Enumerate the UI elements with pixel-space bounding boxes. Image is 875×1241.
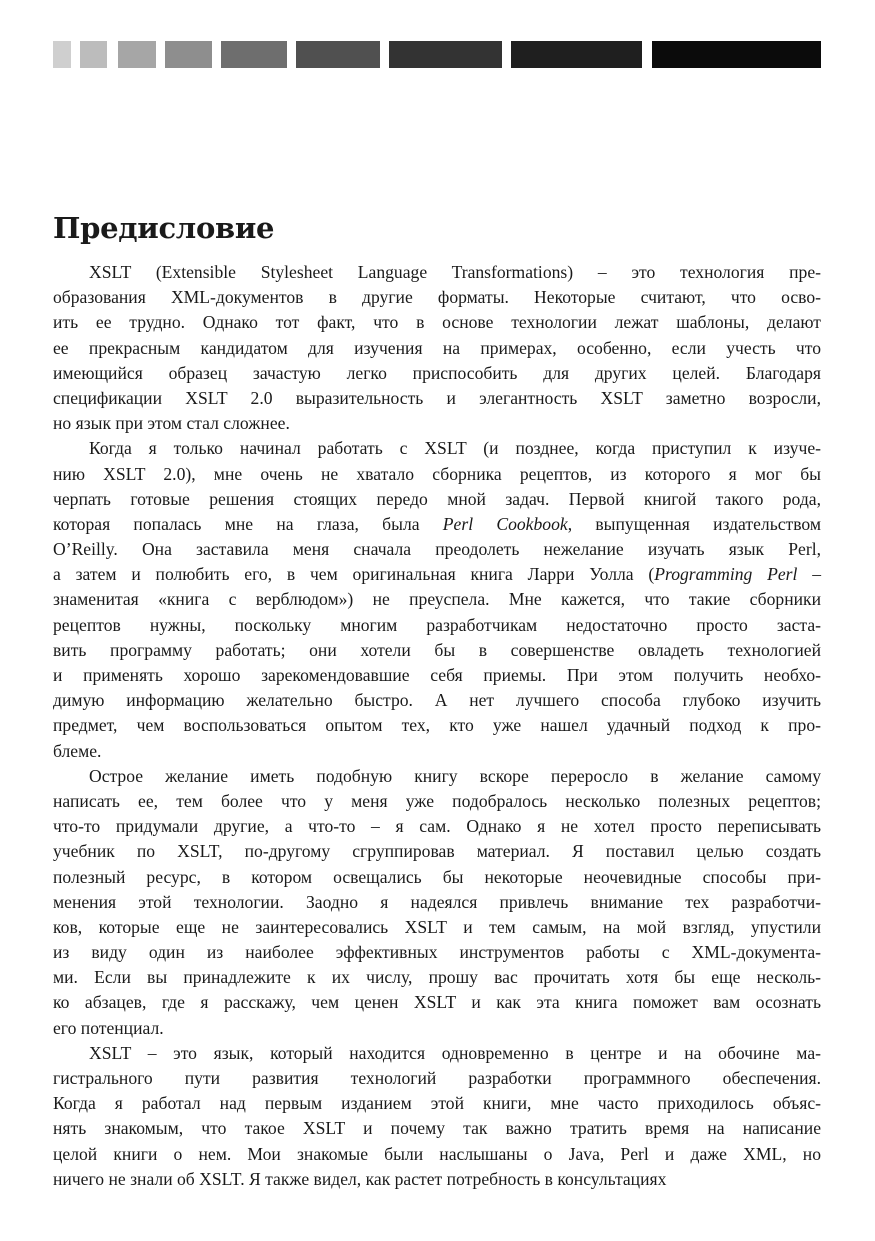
paragraph-line: нию XSLT 2.0), мне очень не хватало сборника рецептов, из которого я мог бы <box>53 463 821 484</box>
paragraph-line: имеющийся образец зачастую легко приспособить для других целей. Благодаря <box>53 362 821 383</box>
paragraph-line: его потенциал. <box>53 1017 164 1038</box>
paragraph-line: но язык при этом стал сложнее. <box>53 413 290 434</box>
paragraph-line: а затем и полюбить его, в чем оригинальная книга Ларри Уолла (Programming Perl – <box>53 564 821 585</box>
paragraph-line: знаменитая «книга с верблюдом») не преуспела. Мне кажется, что такие сборники <box>53 589 821 610</box>
paragraph-line: XSLT – это язык, который находится одновременно в центре и на обочине ма- <box>89 1042 821 1063</box>
paragraph-line: ми. Если вы принадлежите к их числу, прошу вас прочитать хотя бы еще несколь- <box>53 967 821 988</box>
paragraph-line: O’Reilly. Она заставила меня сначала преодолеть нежелание изучать язык Perl, <box>53 539 821 560</box>
paragraph-line: черпать готовые решения стоящих передо мной задач. Первой книгой такого рода, <box>53 488 821 509</box>
gradient-bar-segment <box>80 41 107 68</box>
chapter-title: Предисловие <box>53 211 275 245</box>
paragraph-line: ко абзацев, где я расскажу, чем ценен XSLT и как эта книга поможет вам осознать <box>53 992 821 1013</box>
paragraph-line: гистрального пути развития технологий разработки программного обеспечения. <box>53 1068 821 1088</box>
paragraph-line: ее прекрасным кандидатом для изучения на примерах, особенно, если учесть что <box>53 337 821 358</box>
gradient-bar-segment <box>652 41 821 68</box>
paragraph-line: рецептов нужны, поскольку многим разработчикам недостаточно просто заста- <box>53 614 821 635</box>
paragraph-line: Острое желание иметь подобную книгу вскоре переросло в желание самому <box>89 765 821 786</box>
paragraph-line: целой книги о нем. Мои знакомые были наслышаны о Java, Perl и даже XML, но <box>53 1143 821 1164</box>
paragraph-line: блеме. <box>53 740 102 761</box>
paragraph-line: написать ее, тем более что у меня уже подобралось несколько полезных рецептов; <box>53 790 821 811</box>
paragraph-line: учебник по XSLT, по-другому сгруппировав материал. Я поставил целью создать <box>53 841 821 862</box>
gradient-bar-segment <box>165 41 212 68</box>
italic-title: Perl Cookbook <box>442 513 568 534</box>
gradient-bar-segment <box>53 41 71 68</box>
paragraph-line: вить программу работать; они хотели бы в совершенстве овладеть технологией <box>53 639 821 660</box>
body-text <box>53 260 821 1192</box>
paragraph-line: что-то придумали другие, а что-то – я сам. Однако я не хотел просто переписывать <box>53 816 821 837</box>
paragraph-line: нять знакомым, что такое XSLT и почему так важно тратить время на написание <box>53 1118 821 1139</box>
paragraph-line: XSLT (Extensible Stylesheet Language Transformations) – это технология пре- <box>89 262 821 282</box>
paragraph-line: ить ее трудно. Однако тот факт, что в основе технологии лежат шаблоны, делают <box>53 312 821 333</box>
gradient-bar-segment <box>221 41 287 68</box>
header-gradient-bar <box>53 41 821 68</box>
paragraph-line: Когда я работал над первым изданием этой книги, мне часто приходилось объяс- <box>53 1093 821 1114</box>
paragraph-line: полезный ресурс, в котором освещались бы некоторые неочевидные способы при- <box>53 866 821 887</box>
paragraph-line: димую информацию желательно быстро. А нет лучшего способа глубоко изучить <box>53 690 821 711</box>
gradient-bar-segment <box>118 41 156 68</box>
gradient-bar-segment <box>296 41 380 68</box>
paragraph-line: Когда я только начинал работать с XSLT (и позднее, когда приступил к изуче- <box>89 438 821 459</box>
paragraph-line: спецификации XSLT 2.0 выразительность и элегантность XSLT заметно возросли, <box>53 387 821 408</box>
paragraph-line: которая попалась мне на глаза, была Perl Cookbook, выпущенная издательством <box>53 513 821 534</box>
paragraph-line: образования XML-документов в другие форматы. Некоторые считают, что осво- <box>53 287 821 308</box>
gradient-bar-segment <box>511 41 642 68</box>
paragraph-line: ничего не знали об XSLT. Я также видел, как растет потребность в консультациях <box>53 1168 667 1189</box>
gradient-bar-segment <box>389 41 502 68</box>
italic-title: Programming Perl <box>654 564 798 585</box>
paragraph-line: предмет, чем воспользоваться опытом тех, кто уже нашел удачный подход к про- <box>53 715 821 736</box>
paragraph-line: из виду один из наиболее эффективных инструментов работы с XML-документа- <box>53 942 821 963</box>
paragraph-line: и применять хорошо зарекомендовавшие себя приемы. При этом получить необхо- <box>53 665 821 685</box>
paragraph-line: ков, которые еще не заинтересовались XSLT и тем самым, на мой взгляд, упустили <box>53 916 821 937</box>
paragraph-line: менения этой технологии. Заодно я надеялся привлечь внимание тех разработчи- <box>53 891 821 912</box>
